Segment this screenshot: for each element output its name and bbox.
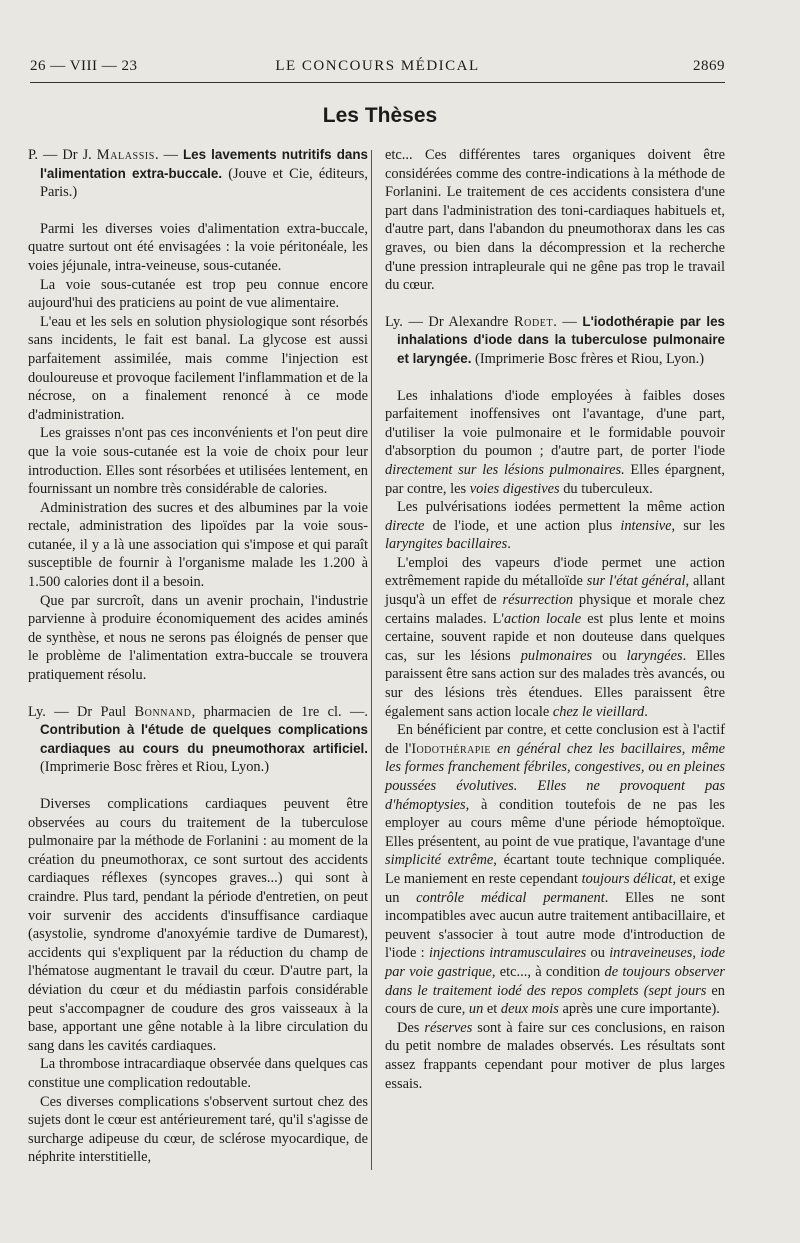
text-run: Les inhalations d'iode employées à faibles doses parfaitement inoffensives ont l'avantage, d'une part, d'utiliser la voie pulmonaire et le formidable pouvoir d'absorption du poumon ; d'autre part, de porter l'iode <box>385 387 725 460</box>
text-run: , et exige un <box>385 870 725 906</box>
text-run: de l'iode, et une action plus <box>424 517 621 534</box>
paragraph: L'eau et les sels en solution physiologique sont résorbés sans incidents, le fait est banal. La glycose est aussi parfaitement assimilée, mais comme l'injection est douloureuse et provoque facilement l'inflammation et de la nécrose, on a finalement renoncé à ce mode d'administration. <box>28 313 368 423</box>
paragraph <box>385 721 725 1019</box>
italic-run: intensive <box>620 517 672 534</box>
italic-run: intraveineuses, iode par voie gastrique <box>385 945 725 980</box>
right-column <box>385 146 725 1093</box>
journal-title: LE CONCOURS MÉDICAL <box>275 58 480 74</box>
text-run: , écartant toute technique compliquée. Le maniement en reste cependant <box>385 852 725 887</box>
italic-run: résurrection <box>502 592 574 609</box>
entry-prefix: Ly. — Dr Paul <box>28 703 135 720</box>
column-divider <box>371 150 372 1170</box>
italic-run: directe <box>385 517 425 534</box>
paragraph <box>385 554 725 721</box>
text-run: . <box>644 703 648 720</box>
thesis-entry-bonnand-heading <box>28 703 368 777</box>
text-run: ou <box>586 945 610 962</box>
italic-run: deux mois <box>500 1001 559 1018</box>
publisher: (Imprimerie Bosc frères et Riou, Lyon.) <box>471 350 705 367</box>
italic-run: contrôle médical permanent <box>416 889 605 906</box>
thesis-title: Les lavements nutritifs dans l'alimentation extra-buccale. <box>40 147 369 181</box>
paragraph: La thrombose intracardiaque observée dans quelques cas constitue une complication redoutable. <box>28 1056 368 1091</box>
paragraph: Ces diverses complications s'observent surtout chez des sujets dont le cœur est antérieurement taré, qu'il s'agisse de surcharge adipeuse du cœur, de sclérose myocardique, de néphrite interstitielle, <box>28 1093 368 1166</box>
italic-run: chez le vieillard <box>552 703 645 720</box>
italic-run: sur l'état général <box>586 573 686 590</box>
italic-run: laryngites bacillaires <box>385 536 508 553</box>
text-run: , etc..., à condition <box>491 963 605 980</box>
text-run: en cours de cure, <box>385 982 726 1018</box>
text-run: . Elles paraissent être sans action sur des malades très avancés, ou sur des lésions très étendues. Elles paraissent être également sans action locale <box>385 647 725 720</box>
continuation-paragraph: etc... Ces différentes tares organiques doivent être considérées comme des contre-indications à la méthode de Forlanini. Le traitement de ces accidents consistera d'une part dans l'administration des toni-cardiaques habituels et, d'autre part, dans l'abandon du pneumothorax dans les cas graves, ou bien dans la décompression et la recherche d'une pression intrapleurale qui ne gêne pas trop le travail du cœur. <box>385 147 725 294</box>
text-run: Des <box>397 1019 425 1036</box>
paragraph <box>385 498 725 554</box>
text-run: après une cure importante). <box>558 1001 720 1018</box>
text-run: En bénéficient par contre, et cette conclusion est à l'actif de l' <box>385 722 725 757</box>
entry-prefix: Ly. — Dr Alexandre <box>385 313 514 330</box>
text-run: , sur les <box>671 517 725 534</box>
paragraph: Parmi les diverses voies d'alimentation extra-buccale, quatre surtout ont été envisagées : la voie péritonéale, les voies jéjunale, intra-veineuse, sous-cutanée. <box>28 220 368 274</box>
text-run: . Elles ne sont incompatibles avec aucun autre traitement antibacillaire, et peuvent s'associer à tout autre mode d'introduction de l'iode : <box>385 889 725 962</box>
italic-run: un <box>468 1001 484 1018</box>
paragraph: Les graisses n'ont pas ces inconvénients et l'on peut dire que la voie sous-cutanée est la voie de choix pour leur introduction. Elles sont résorbées et utilisées lentement, en fournissant un nombre très considérable de calories. <box>28 425 368 498</box>
text-run: et <box>483 1001 501 1018</box>
paragraph: La voie sous-cutanée est trop peu connue encore aujourd'hui des praticiens au point de vue alimentaire. <box>28 276 368 312</box>
left-column <box>28 146 368 1167</box>
thesis-title: Contribution à l'étude de quelques complications cardiaques au cours du pneumothorax artificiel. <box>40 722 368 756</box>
paragraph <box>385 387 725 499</box>
italic-run: pulmonaires <box>520 647 593 664</box>
page-number: 2869 <box>693 58 725 74</box>
paragraph: Diverses complications cardiaques peuvent être observées au cours du traitement de la tuberculose pulmonaire par la méthode de Forlanini : au moment de la création du pneumothorax, ce sont surtout des accidents cardiaques réflexes (syncopes graves...) qui sont à craindre. Plus tard, pendant la période d'entretien, on peut voir survenir des accidents d'insuffisance cardiaque (asystolie, syndrome d'anoxyémie tardive de Dumarest), accidents qui s'expliquent par la réduction du champ de l'hématose augmentant le travail du cœur. D'autre part, la déviation du cœur et du médiastin parfois considérable peut s'accompagner de coudure des gros vaisseaux à la base, apportant une gêne notable à la libre circulation du sang dans les cavités cardiaques. <box>28 796 368 1054</box>
header-rule <box>30 82 725 83</box>
paragraph <box>385 1019 725 1093</box>
text-run: à condition toutefois de ne pas les employer au cours même d'une période hémoptoïque. Elles présentent, au point de vue pratique, l'avantage d'une <box>385 796 725 850</box>
running-head <box>30 52 725 82</box>
thesis-entry-rodet-heading <box>385 313 725 369</box>
italic-run: toujours délicat <box>581 870 673 887</box>
text-run: physique et morale chez certains malades. L' <box>385 592 725 627</box>
thesis-title: L'iodothérapie par les inhalations d'iode dans la tuberculose pulmonaire et laryngée. <box>397 313 726 366</box>
italic-run: laryngées <box>626 647 683 664</box>
author-name: Bonnand <box>134 703 192 720</box>
paragraph: Administration des sucres et des albumines par la voie rectale, administration des lipoïdes par la voie sous-cutanée, il y a là une association qui s'impose et qui paraît susceptible de fournir à l'organisme malade les 1.200 à 1.500 calories dont il a besoin. <box>28 499 368 591</box>
text-run: Elles épargnent, par contre, les <box>385 461 725 497</box>
paragraph: Que par surcroît, dans un avenir prochain, l'industrie parvienne à produire économiquement des acides aminés de synthèse, et nous ne serons pas éloignés de penser que le problème de l'alimentation extra-buccale se trouvera pratiquement résolu. <box>28 592 368 684</box>
issue-date: 26 — VIII — 23 <box>30 58 138 74</box>
italic-run: injections intramusculaires <box>428 945 587 962</box>
entry-dash: . — <box>154 147 183 163</box>
entry-prefix: P. — Dr J. <box>28 147 97 163</box>
thesis-entry-malassis-heading <box>28 146 368 202</box>
text-run: . <box>507 536 511 553</box>
small-caps-run: Iodothérapie <box>411 740 491 757</box>
text-run: du tuberculeux. <box>559 480 653 497</box>
entry-dash: . — <box>553 313 583 330</box>
publisher: (Jouve et Cie, éditeurs, Paris.) <box>40 165 369 201</box>
publisher: (Imprimerie Bosc frères et Riou, Lyon.) <box>40 759 269 776</box>
author-role: , pharmacien de 1re cl. —. <box>191 703 368 720</box>
author-name: Rodet <box>513 313 554 330</box>
text-run: L'emploi des vapeurs d'iode permet une action extrêmement rapide du métalloïde <box>385 554 725 590</box>
italic-run: réserves <box>424 1019 473 1036</box>
text-run: Les pulvérisations iodées permettent la même action <box>397 499 725 516</box>
section-title: Les Thèses <box>322 104 438 127</box>
text-run: sont à faire sur ces conclusions, en raison du petit nombre de malades observés. Les résultats sont assez frappants cependant pour motiver de plus larges essais. <box>385 1019 725 1092</box>
italic-run: directement sur les lésions pulmonaires. <box>385 461 625 478</box>
italic-run: en général chez les bacillaires, même les formes franchement fébriles, congestives, ou en pleines poussées évolutives. Elles ne provoquent pas d'hémoptysies, <box>385 740 725 813</box>
text-run: , allant jusqu'à un effet de <box>385 573 725 609</box>
text-run: est plus lente et moins certaine, souvent rapide et non douteuse dans quelques cas, sur les lésions <box>385 610 726 664</box>
italic-run: simplicité extrême <box>385 852 494 869</box>
italic-run: de toujours observer dans le traitement iodé des repos complets (sept jours <box>385 963 725 999</box>
author-name: Malassis <box>96 147 155 163</box>
italic-run: voies digestives <box>469 480 560 497</box>
italic-run: action locale <box>504 610 582 627</box>
text-run: ou <box>592 647 627 664</box>
